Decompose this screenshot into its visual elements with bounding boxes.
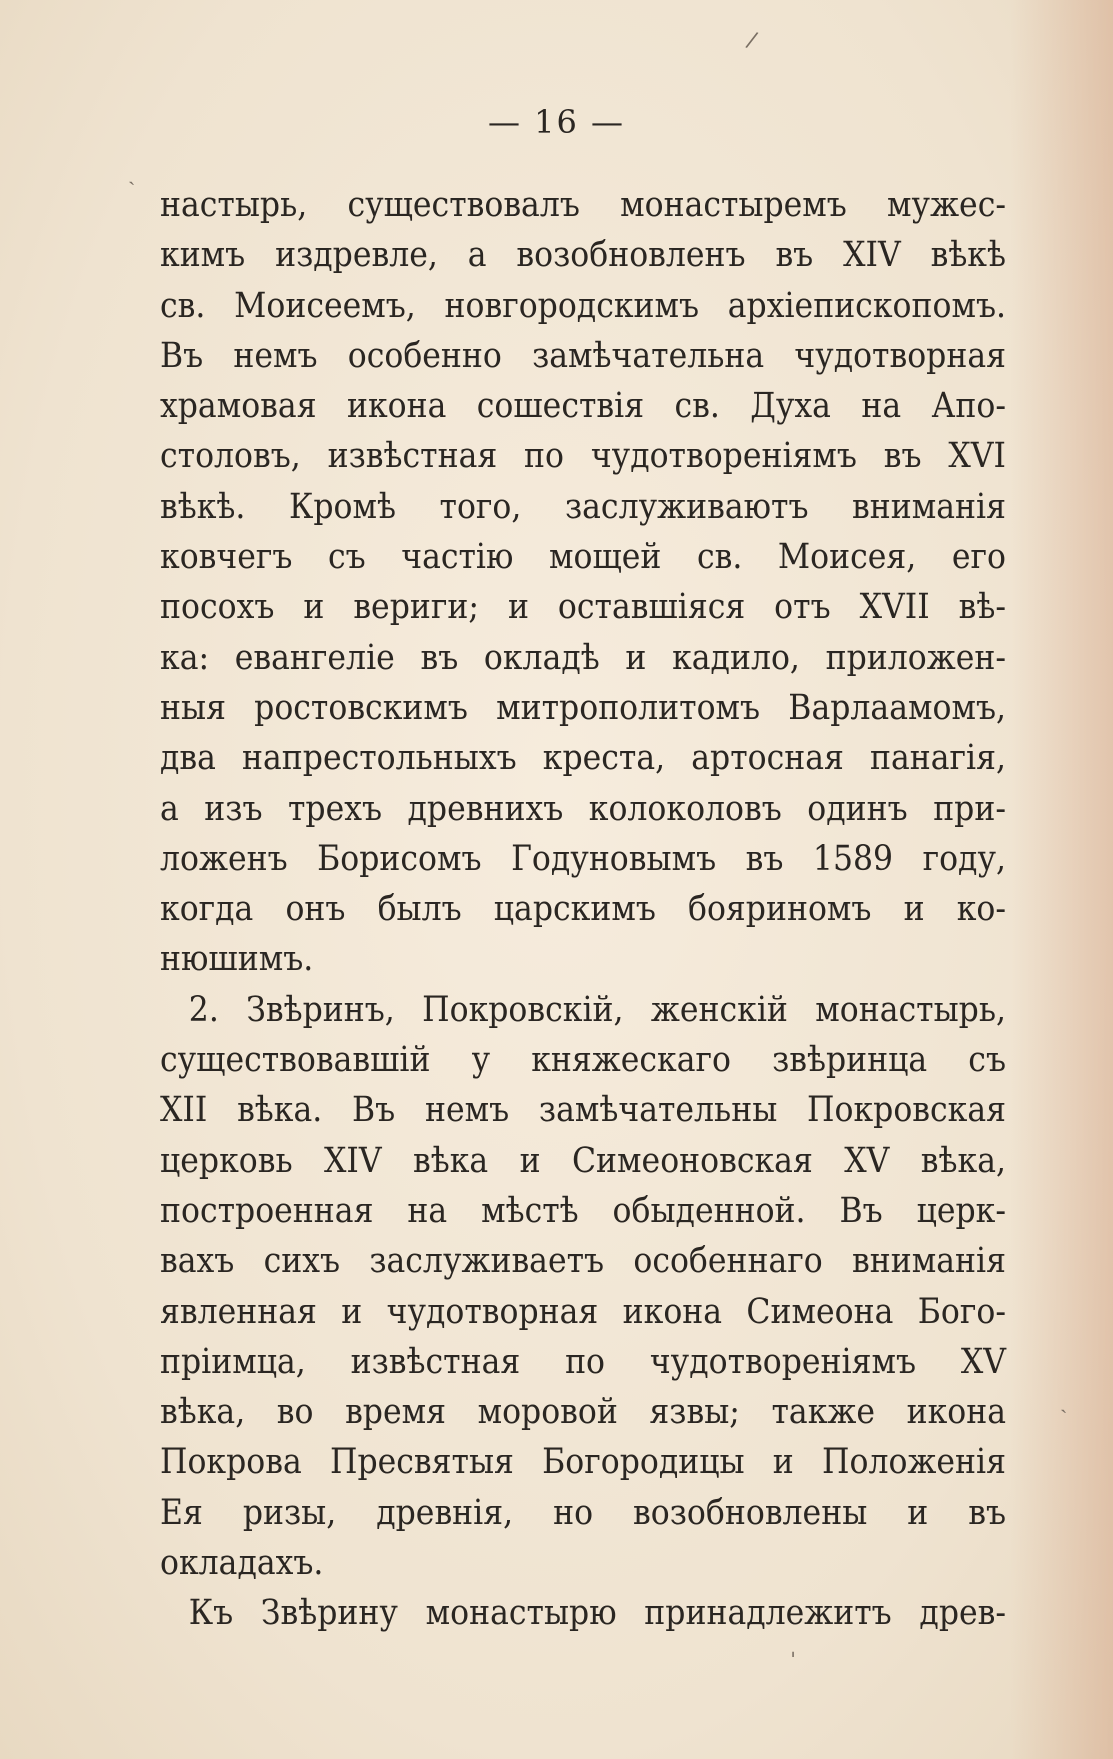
text-line: вѣка, во время моровой язвы; также икона xyxy=(160,1392,1006,1433)
text-line: окладахъ. xyxy=(160,1543,324,1584)
text-line: вѣкѣ. Кромѣ того, заслуживаютъ вниманія xyxy=(160,486,1006,527)
text-line: церковь XIV вѣка и Симеоновская XV вѣка, xyxy=(160,1140,1006,1181)
scan-speck: ˏ xyxy=(1060,1389,1068,1414)
scan-speck: ˈ xyxy=(790,1650,797,1675)
text-line: явленная и чудотворная икона Симеона Бого- xyxy=(160,1291,1006,1332)
text-line: два напрестольныхъ креста, артосная панагія, xyxy=(160,738,1006,779)
text-line: кимъ издревле, а возобновленъ въ XIV вѣкѣ xyxy=(160,235,1006,276)
text-line: Къ Звѣрину монастырю принадлежитъ древ- xyxy=(188,1593,1007,1634)
text-line: пріимца, извѣстная по чудотвореніямъ XV xyxy=(160,1341,1006,1382)
text-line: когда онъ былъ царскимъ бояриномъ и ко- xyxy=(160,889,1006,930)
text-line: настырь, существовалъ монастыремъ мужес- xyxy=(160,185,1006,225)
text-line: св. Моисеемъ, новгородскимъ архіепископомъ. xyxy=(160,285,1006,326)
text-line: построенная на мѣстѣ обыденной. Въ церк- xyxy=(160,1190,1006,1231)
page-number: — 16 — xyxy=(487,103,626,141)
text-line: нюшимъ. xyxy=(160,939,314,980)
text-line: существовавшій у княжескаго звѣринца съ xyxy=(160,1040,1006,1081)
text-line: Въ немъ особенно замѣчательна чудотворная xyxy=(160,335,1006,376)
text-line: Покрова Пресвятыя Богородицы и Положенія xyxy=(160,1442,1006,1483)
text-line: вахъ сихъ заслуживаетъ особеннаго вниманія xyxy=(160,1241,1006,1282)
scan-speck: / xyxy=(743,27,760,54)
text-line: ка: евангеліе въ окладѣ и кадило, приложен- xyxy=(160,637,1006,678)
text-line: 2. Звѣринъ, Покровскій, женскій монастырь, xyxy=(188,989,1007,1030)
text-line: ковчегъ съ частію мощей св. Моисея, его xyxy=(160,537,1006,578)
text-line: а изъ трехъ древнихъ колоколовъ одинъ при- xyxy=(160,788,1006,829)
text-line: столовъ, извѣстная по чудотвореніямъ въ XVI xyxy=(160,436,1006,477)
text-line: ложенъ Борисомъ Годуновымъ въ 1589 году, xyxy=(160,838,1006,879)
text-line: посохъ и вериги; и оставшіяся отъ XVII вѣ- xyxy=(160,587,1006,628)
text-line: Ея ризы, древнія, но возобновлены и въ xyxy=(160,1492,1006,1533)
text-line: храмовая икона сошествія св. Духа на Апо- xyxy=(160,386,1006,427)
text-line: ныя ростовскимъ митрополитомъ Варлаамомъ, xyxy=(160,687,1006,728)
scan-speck: ˎ xyxy=(128,161,136,186)
body-text xyxy=(160,180,1006,1639)
text-line: XII вѣка. Въ немъ замѣчательны Покровская xyxy=(160,1090,1006,1131)
